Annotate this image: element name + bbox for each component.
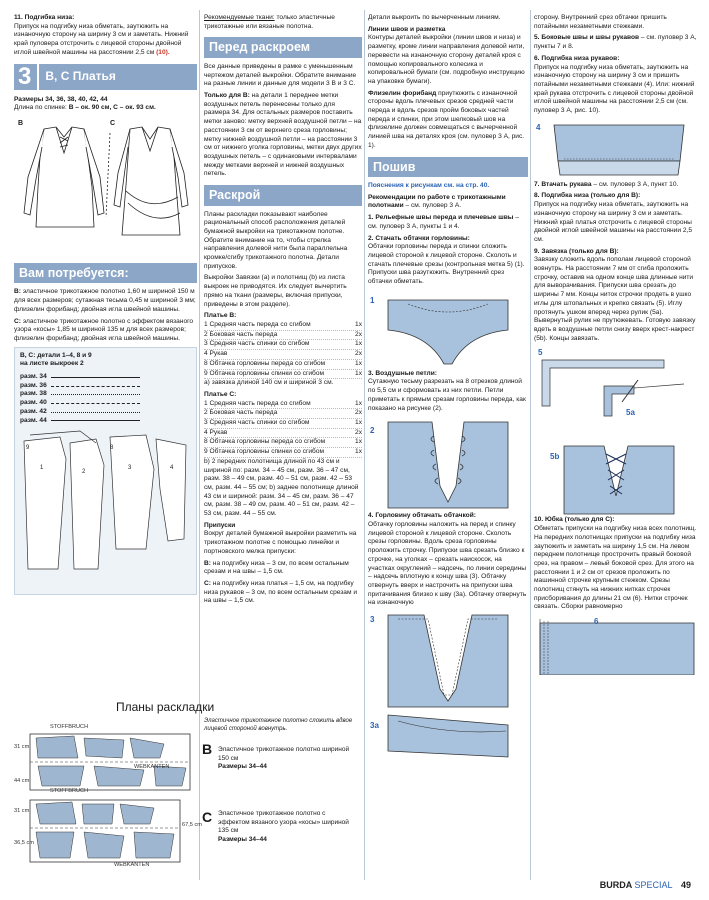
cut-before-text: Все данные приведены в рамке с уменьшенным чертежом деталей выкройки. Обратите внимание на разные линии и данные для модели 3 В и 3 С. xyxy=(204,62,357,88)
neckline-figure-icon xyxy=(368,611,528,761)
figure-2 xyxy=(368,416,528,512)
dress-sketch-icon xyxy=(14,117,197,257)
column-4 xyxy=(534,14,698,900)
part-row: 4 Рукав 2x xyxy=(204,429,362,439)
only-b-text: на детали 1 переднее метки воздушных петель перенесены только для размера 34. Для остальных размеров поставить метки заново: метку верхней воздушной петли – на расстоянии 3 см от верхнего среза горловины; метку нижней воздушной петли – на расстоянии 3 см от нижнего уголка горловины, метки двух других воздушных петель – с одинаковыми интервалами между метками верхней и нижней воздушных петель. xyxy=(204,92,362,178)
allow-c: C: на подгибку низа платья – 1,5 см, на подгибку низа рукавов – 3 см, по всем остальным срезам и на швы – 1,5 см. xyxy=(204,579,358,605)
parts-c-list xyxy=(204,400,362,458)
figure-1 xyxy=(368,290,528,370)
svg-text:1: 1 xyxy=(40,465,44,472)
step-7: 7. Втачать рукава – см. пуловер 3 А, пункт 10. xyxy=(534,180,679,188)
sleeve-hem-figure-icon xyxy=(534,119,698,181)
allow-title: Припуски xyxy=(204,521,236,529)
figure-2-label: 2 xyxy=(370,426,375,436)
figure-1-label: 1 xyxy=(370,295,375,305)
cut-text-2: Выкройки Завязки (а) и полотнищ (b) из листа выкроек не приводятся. Их следует вычертить прямо на ткани (размеры, включая припуски, приведены в этом разделе). xyxy=(204,274,347,308)
size-38: разм. 38 xyxy=(20,390,140,399)
cut-text: Планы раскладки показывают наиболее рациональный способ расположения деталей бумажной выкройки на трикотажном полотне. Обратите внимание на то, чтобы стрелка направления долевой нити была параллельна кромке/сгибу трикотажного полотна. Детали припусков. xyxy=(204,210,348,270)
rec-text: – см. пуловер 3 А. xyxy=(405,202,462,210)
size-40: разм. 40 xyxy=(20,399,140,408)
part-row: 1 Средняя часть переда со сгибом 1x xyxy=(204,321,362,331)
layout-b-letter: B xyxy=(202,741,213,757)
need-c-label: C: xyxy=(14,317,21,325)
parts-c-title: Платье С: xyxy=(204,390,237,398)
pattern-sheet-box xyxy=(14,347,197,595)
pattern-pieces-icon xyxy=(20,429,192,579)
column-3 xyxy=(368,14,528,900)
layout-plans xyxy=(14,700,362,870)
step-4: 4. Горловину обтачать обтачкой: Обтачку горловины наложить на перед и спинку лицевой стороной к лицевой стороне. Сколоть срезы горловины. Вдоль среза горловины проложить строчку. Припуски шва срезать близко к строчке, на уголках – срезать наискосок, на участках округлений – надсечь, по линии середины – надсечь вплотную к концу шва (3). Обтачку отвернуть вверх и настрочить на припуски шва притачивания близко к шву (3а). Обтачку отвернуть на изнаночную xyxy=(368,512,527,607)
layout-note: Эластичное трикотажное полотно сложить вдвое лицевой стороной вовнутрь. xyxy=(204,718,353,732)
webkanten-b: WEBKANTEN xyxy=(134,764,170,770)
sheet-title: B, C: детали 1–4, 8 и 9 xyxy=(20,351,92,359)
svg-text:8: 8 xyxy=(110,445,114,452)
allow-text: Вокруг деталей бумажной выкройки разметить на трикотажном полотне с помощью линейки и портновского мелка припуски: xyxy=(204,530,357,555)
dim-c-2: 36,5 cm xyxy=(14,840,34,846)
marks-title: Линии швов и разметка xyxy=(368,25,446,33)
dim-b-2: 44 cm xyxy=(14,778,30,784)
marks-text: Контуры деталей выкройки (линии швов и низа) и разметку, кроме линии направления долевой нити, перевести на изнаночную сторону деталей кроя с помощью копировального колесика и копировальной бумаги (см. подробную инструкцию на упаковке бумаги). xyxy=(368,34,525,85)
hem-step xyxy=(14,14,197,58)
part-row: 3 Средняя часть спинки со сгибом 1x xyxy=(204,340,362,350)
step-8: 8. Подгибка низа (только для В): Припуск на подгибку низа обметать, заутюжить на изнаночную сторону на ширину 3 см и заметать. Нижний край платья отстрочить с лицевой стороны двойной иглой швейной машины на расстоянии 2,5 см. xyxy=(534,192,693,243)
need-c xyxy=(14,318,197,344)
page-footer xyxy=(600,880,691,892)
layout-b-text: Эластичное трикотажное полотно шириной 150 см Размеры 34–44 xyxy=(218,746,350,771)
intro-label: Рекомендуемые ткани: xyxy=(204,14,275,21)
part-row: 8 Обтачка горловины переда со сгибом 1x xyxy=(204,360,362,370)
figure-6-label: 6 xyxy=(594,617,599,627)
figure-5 xyxy=(534,346,698,516)
fliz-title: Флизелин форибанд xyxy=(368,89,437,97)
column-divider xyxy=(364,10,365,880)
step-6: 6. Подгибка низа рукавов: Припуск на подгибку низа обметать, заутюжить на изнаночную сторону на ширину 3 см и пришить потайными незаметными стежками (4). Или: нижний край рукава отстрочить с лицевой стороны двойной иглой швейной машины на расстоянии 2,5 см (см. пуловер 3 А, рис. 10). xyxy=(534,54,695,115)
footer-special: SPECIAL xyxy=(634,880,673,891)
dim-c-1: 31 cm xyxy=(14,808,30,814)
hem-text: Припуск на подгибку низа обметать, заутюжить на изнаночную сторону на ширину 3 см и заметать. Нижний край пуловера отстрочить с лицевой стороны двойной иглой швейной машины на расстоянии 2,5 см xyxy=(14,22,189,56)
allow-b: B: на подгибку низа – 3 см, по всем остальным срезам и на швы – 1,5 см. xyxy=(204,559,349,576)
part-row: 4 Рукав 2x xyxy=(204,350,362,360)
part-row: 8 Обтачка горловины переда со сгибом 1x xyxy=(204,438,362,448)
part-row: 9 Обтачка горловины спинки со сгибом 1x xyxy=(204,370,362,380)
need-b-text: эластичное трикотажное полотно 1,60 м шириной 150 м для всех размеров; сутажная тесьма 0,45 м шириной 3 мм; флизелин форибанд; двойная игла швейной машины. xyxy=(14,288,196,313)
tie-figure-icon xyxy=(534,346,698,516)
length-value: В – ок. 90 см, С – ок. 93 см. xyxy=(68,104,156,112)
step-5: 5. Боковые швы и швы рукавов – см. пуловер 3 А, пункты 7 и 8. xyxy=(534,34,697,51)
figure-3 xyxy=(368,611,528,761)
need-b xyxy=(14,288,197,314)
section-title: В, С Платья xyxy=(45,68,116,83)
parts-b-extra: a) завязка длиной 140 см и шириной 3 см. xyxy=(204,379,334,387)
rec-title: Рекомендации по работе с трикотажными полотнами xyxy=(368,193,506,210)
sew-banner: Пошив xyxy=(368,157,528,178)
sheet-sub: на листе выкроек 2 xyxy=(20,360,84,368)
sizes-line: Размеры 34, 36, 38, 40, 42, 44 xyxy=(14,95,108,103)
section-banner xyxy=(14,64,197,90)
part-row: 9 Обтачка горловины спинки со сгибом 1x xyxy=(204,448,362,458)
size-legend xyxy=(20,373,140,425)
parts-b-title: Платье В: xyxy=(204,312,237,320)
intro xyxy=(204,14,362,31)
part-row: 3 Средняя часть спинки со сгибом 1x xyxy=(204,419,362,429)
stoffbruch-b: STOFFBRUCH xyxy=(50,724,89,730)
figure-6 xyxy=(534,615,698,675)
need-banner: Вам потребуется: xyxy=(14,263,197,284)
webkanten-c: WEBKANTEN xyxy=(114,862,150,868)
only-b xyxy=(204,92,362,179)
section-number: 3 xyxy=(14,64,39,90)
c4-cont: сторону. Внутренний срез обтачки пришить потайными незаметными стежками. xyxy=(534,14,667,30)
layout-title: Планы раскладки xyxy=(116,700,215,714)
fliz-text: приутюжить с изнаночной стороны вдоль плечевых срезов средней части переда и вдоль срезов пройм боковых частей переда и спинки, при этом шелковый шов на флизелине должен совмещаться с вычерченной линией шва на деталях кроя (см. пуловер 3 А, рис. 1). xyxy=(368,89,525,149)
size-34: разм. 34 xyxy=(20,373,140,382)
sew-note: Пояснения к рисункам см. на стр. 40. xyxy=(368,182,490,190)
size-42: разм. 42 xyxy=(20,408,140,417)
length-label: Длина по спинке: xyxy=(14,104,67,112)
hem-ref: (10). xyxy=(156,48,170,56)
part-row: 2 Боковая часть переда 2x xyxy=(204,331,362,341)
parts-c-extra: b) 2 передних полотнища длиной по 43 см и шириной по: разм. 34 – 45 см, разм. 36 – 47 см, разм. 38 – 49 см, разм. 40 – 51 см, разм. 42 – 53 см, разм. 44 – 55 см; b) заднее полотнище длиной 43 см и шириной: разм. 34 – 45 см, разм. 36 – 47 см, разм. 38 – 49 см, разм. 40 – 51 см, разм. 42 – 53 см, разм. 44 – 55 см. xyxy=(204,457,359,518)
size-44: разм. 44 xyxy=(20,417,140,426)
only-b-label: Только для В: xyxy=(204,92,250,100)
layout-b-icon xyxy=(14,730,194,794)
footer-brand: BURDA xyxy=(599,880,632,891)
svg-text:2: 2 xyxy=(82,469,86,476)
step-10: 10. Юбка (только для С): Обметать припуски на подгибку низа всех полотнищ. На передних полотнищах припуски на подгибку низа заутюжить и заметать на ширину 1,5 см. На левом переднем полотнище прострочить правый боковой срез, на правом – левый боковой срез. Для этого на расстоянии 1 и 2 см от срезов проложить по машинной строчке крупным стежком. Срезы полотнищ стянуть на нижних нитках строчек присборивания до длины 21 см (6). Нитки строчек связать. Сборки равномерно xyxy=(534,516,697,611)
figure-3-label: 3 xyxy=(370,615,375,625)
figure-5b-label: 5b xyxy=(550,452,560,462)
model-b-label: B xyxy=(18,119,24,127)
fliz xyxy=(368,90,528,151)
step-3: 3. Воздушные петли: Сутажную тесьму разрезать на 8 отрезков длиной по 5,5 см и сформовать из них петли. Петли приметать к прямым срезам горловины переда, как показано на рисунке (2). xyxy=(368,369,526,412)
model-c-label: C xyxy=(110,119,116,127)
dim-c-right: 67,5 cm xyxy=(182,822,202,828)
layout-c-text: Эластичное трикотажное полотно с эффектом вязаного узора «косы» шириной 135 см Размеры 34–44 xyxy=(218,810,349,843)
step-2: 2. Стачать обтачки горловины: Обтачки горловины переда и спинки сложить лицевой стороной к лицевой стороне. Сколоть и стачать плечевые срезы (контрольная метка 5) (1). Припуски шва разутюжить. Внутренний срез обтачки обметать. xyxy=(368,234,525,286)
part-row: 2 Боковая часть переда 2x xyxy=(204,409,362,419)
parts-b-list xyxy=(204,321,362,379)
figure-3a-label: 3a xyxy=(370,721,379,731)
facing-figure-icon xyxy=(368,290,528,370)
svg-text:3: 3 xyxy=(128,465,132,472)
layout-c-letter: C xyxy=(202,809,213,825)
figure-4-label: 4 xyxy=(536,122,541,132)
stoffbruch-c: STOFFBRUCH xyxy=(50,788,89,794)
rec xyxy=(368,194,528,211)
figure-5-label: 5 xyxy=(538,348,543,358)
step-1: 1. Рельефные швы переда и плечевые швы – см. пуловер 3 А, пункты 1 и 4. xyxy=(368,214,519,230)
layout-c-icon xyxy=(14,796,194,866)
size-36: разм. 36 xyxy=(20,382,140,391)
cut-banner: Раскрой xyxy=(204,185,362,206)
length-line xyxy=(14,104,197,113)
figure-4 xyxy=(534,119,698,181)
cut-before-banner: Перед раскроем xyxy=(204,37,362,58)
c3-intro: Детали выкроить по вычерченным линиям. xyxy=(368,14,501,21)
skirt-figure-icon xyxy=(534,615,698,675)
need-b-label: B: xyxy=(14,288,21,296)
footer-page: 49 xyxy=(680,880,691,891)
dim-b-1: 31 cm xyxy=(14,744,30,750)
loops-figure-icon xyxy=(368,416,528,512)
part-row: 1 Средняя часть переда со сгибом 1x xyxy=(204,400,362,410)
need-c-text: эластичное трикотажное полотно с эффектом вязаного узора «косы» 1,85 м шириной 135 м для всех размеров; флизелин форибанд; двойная игла швейной машины. xyxy=(14,317,194,342)
intro-text: только эластичные трикотажные или вязаные полотна. xyxy=(204,14,335,30)
column-divider xyxy=(530,10,531,880)
column-2 xyxy=(204,14,362,694)
figure-5a-label: 5a xyxy=(626,408,635,418)
svg-text:9: 9 xyxy=(26,445,30,452)
hem-title: 11. Подгибка низа: xyxy=(14,14,75,21)
step-9: 9. Завязка (только для В): Завязку сложить вдоль пополам лицевой стороной вовнутрь. На расстоянии 7 мм от сгиба проложить строчку, оставив на одном конце шва длинные нити для выворачивания. Припуски шва срезать до ширины 7 мм. Концы ниток строчки продеть в ушко иглы для штопальных и крепко связать (5). Иглу протянуть ушком вперед через рулик (5а). Вывернутый рулик не прутюжевать. Готовую завязку вдеть в воздушные петли снизу вверх крест-накрест (5b). Концы завязать. xyxy=(534,247,696,342)
svg-text:4: 4 xyxy=(170,465,174,472)
dress-drawing xyxy=(14,117,197,257)
